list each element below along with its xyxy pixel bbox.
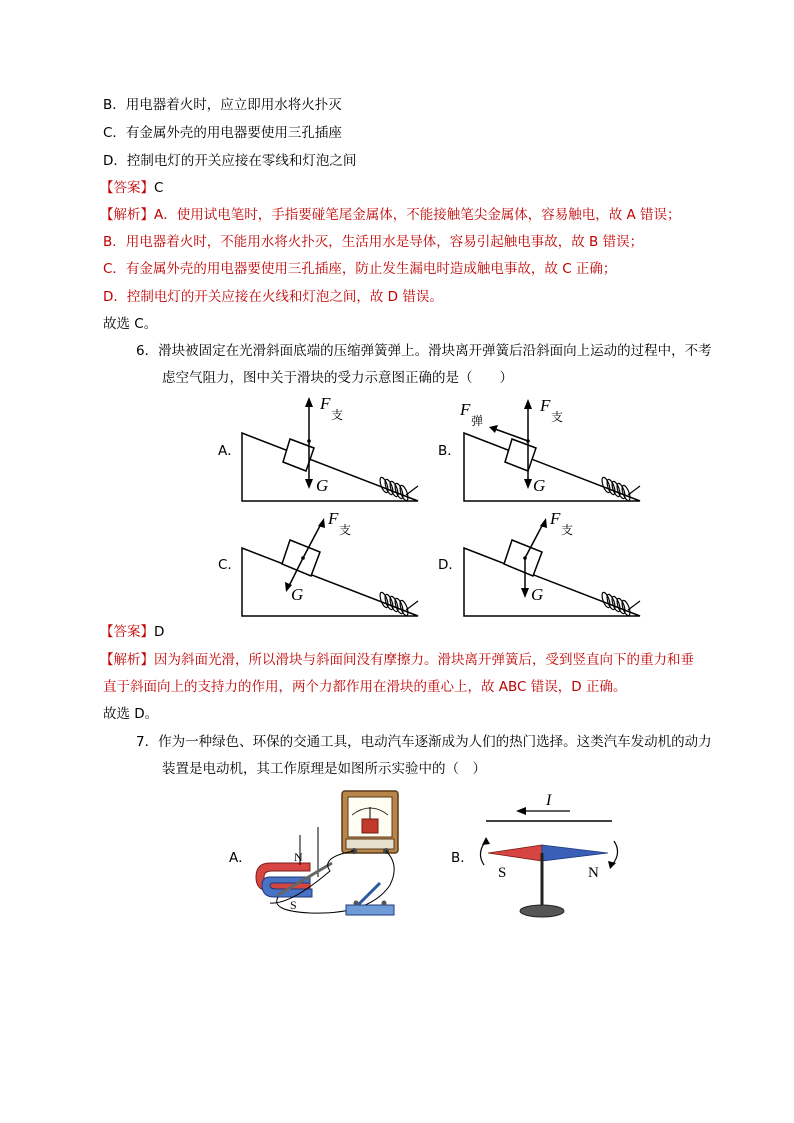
switch-post-1 xyxy=(354,901,359,906)
magnet-n-label: N xyxy=(294,850,303,864)
meter-base xyxy=(346,839,394,849)
q6-stem-line1: 6．滑块被固定在光滑斜面底端的压缩弹簧弹上。滑块离开弹簧后沿斜面向上运动的过程中，不考 xyxy=(136,343,712,359)
q7-figure-b xyxy=(470,785,620,930)
gravity-label: G xyxy=(291,585,304,604)
block xyxy=(505,439,536,471)
force-f-label: F xyxy=(550,509,561,528)
q5-analysis-d: D．控制电灯的开关应接在火线和灯泡之间，故 D 错误。 xyxy=(103,289,443,305)
q7-stem-line2: 装置是电动机，其工作原理是如图所示实验中的（ ） xyxy=(162,761,486,777)
support-subscript: 支 xyxy=(339,523,352,537)
analysis-text: A．使用试电笔时，手指要碰笔尾金属体，不能接触笔尖金属体，容易触电，故 A 错误； xyxy=(154,207,681,223)
stand-base xyxy=(520,905,564,917)
analysis-tag: 【解析】 xyxy=(100,207,154,223)
rotation-arrowhead-left xyxy=(482,837,490,845)
answer-value: D xyxy=(154,624,165,640)
q6-figure-d xyxy=(460,508,660,623)
needle-n-end xyxy=(542,845,608,861)
rotation-arrow-right xyxy=(612,841,618,865)
support-subscript: 支 xyxy=(331,408,344,422)
q5-analysis-a xyxy=(100,205,681,225)
gravity-label: G xyxy=(316,476,329,495)
gravity-label: G xyxy=(533,476,546,495)
magnet-s-label: S xyxy=(290,898,297,912)
q6-figure-a xyxy=(238,393,438,508)
q7-stem-line1: 7．作为一种绿色、环保的交通工具，电动汽车逐渐成为人们的热门选择。这类汽车发动机的动力 xyxy=(136,734,712,750)
support-arrowhead xyxy=(524,399,532,409)
block xyxy=(504,540,542,576)
q5-option-c: C．有金属外壳的用电器要使用三孔插座 xyxy=(103,125,342,141)
q5-option-d: D．控制电灯的开关应接在零线和灯泡之间 xyxy=(103,153,357,169)
q5-conclusion: 故选 C。 xyxy=(103,316,158,332)
gravity-arrowhead xyxy=(305,479,313,489)
q6-analysis-line2: 直于斜面向上的支持力的作用，两个力都作用在滑块的重心上，故 ABC 错误，D 正确。 xyxy=(103,679,627,695)
q6-figure-c xyxy=(238,508,438,623)
q6-analysis-line1 xyxy=(100,650,694,670)
spring-coil xyxy=(378,476,409,501)
needle-s-label: S xyxy=(498,865,507,881)
gravity-arrowhead xyxy=(521,588,529,598)
meter-coil xyxy=(362,819,378,833)
support-subscript: 支 xyxy=(551,410,564,424)
force-f-label: F xyxy=(328,509,339,528)
q6-figure-b xyxy=(460,393,660,508)
needle-s-end xyxy=(488,845,542,861)
spring-subscript: 弹 xyxy=(471,414,484,428)
q7-figure-a xyxy=(250,785,425,930)
current-arrowhead xyxy=(516,807,526,815)
spring-coil xyxy=(600,476,631,501)
support-arrowhead xyxy=(305,397,313,407)
q6-conclusion: 故选 D。 xyxy=(103,706,159,722)
force-f-label: F xyxy=(320,394,331,413)
q6-label-a: A． xyxy=(218,443,241,459)
answer-tag: 【答案】 xyxy=(100,180,154,196)
analysis-tag: 【解析】 xyxy=(100,652,154,668)
q5-answer-line xyxy=(100,178,163,198)
spring-force-label: F xyxy=(460,400,471,419)
block xyxy=(282,540,320,576)
switch-post-2 xyxy=(382,901,387,906)
needle-n-label: N xyxy=(588,865,599,881)
switch-lever xyxy=(358,883,380,905)
gravity-label: G xyxy=(531,585,544,604)
analysis-text: 因为斜面光滑，所以滑块与斜面间没有摩擦力。滑块离开弹簧后，受到竖直向下的重力和垂 xyxy=(154,652,694,668)
current-label: I xyxy=(546,792,552,809)
q6-label-b: B． xyxy=(438,443,461,459)
answer-tag: 【答案】 xyxy=(100,624,154,640)
q6-stem-line2: 虑空气阻力，图中关于滑块的受力示意图正确的是（ ） xyxy=(162,370,513,386)
q7-label-b: B． xyxy=(451,850,474,866)
q7-label-a: A． xyxy=(229,850,252,866)
answer-value: C xyxy=(154,180,164,196)
q5-analysis-c: C．有金属外壳的用电器要使用三孔插座，防止发生漏电时造成触电事故，故 C 正确； xyxy=(103,261,617,277)
q5-analysis-b: B．用电器着火时，不能用水将火扑灭，生活用水是导体，容易引起触电事故，故 B 错误； xyxy=(103,234,644,250)
q6-label-d: D． xyxy=(438,557,462,573)
switch-board xyxy=(346,905,394,915)
q5-option-b: B．用电器着火时，应立即用水将火扑灭 xyxy=(103,97,342,113)
q6-answer-line xyxy=(100,622,164,642)
q6-label-c: C． xyxy=(218,557,241,573)
force-f-label: F xyxy=(540,396,551,415)
spring-coil xyxy=(600,591,631,616)
support-subscript: 支 xyxy=(561,523,574,537)
gravity-arrowhead xyxy=(524,479,532,489)
spring-coil xyxy=(378,591,409,616)
